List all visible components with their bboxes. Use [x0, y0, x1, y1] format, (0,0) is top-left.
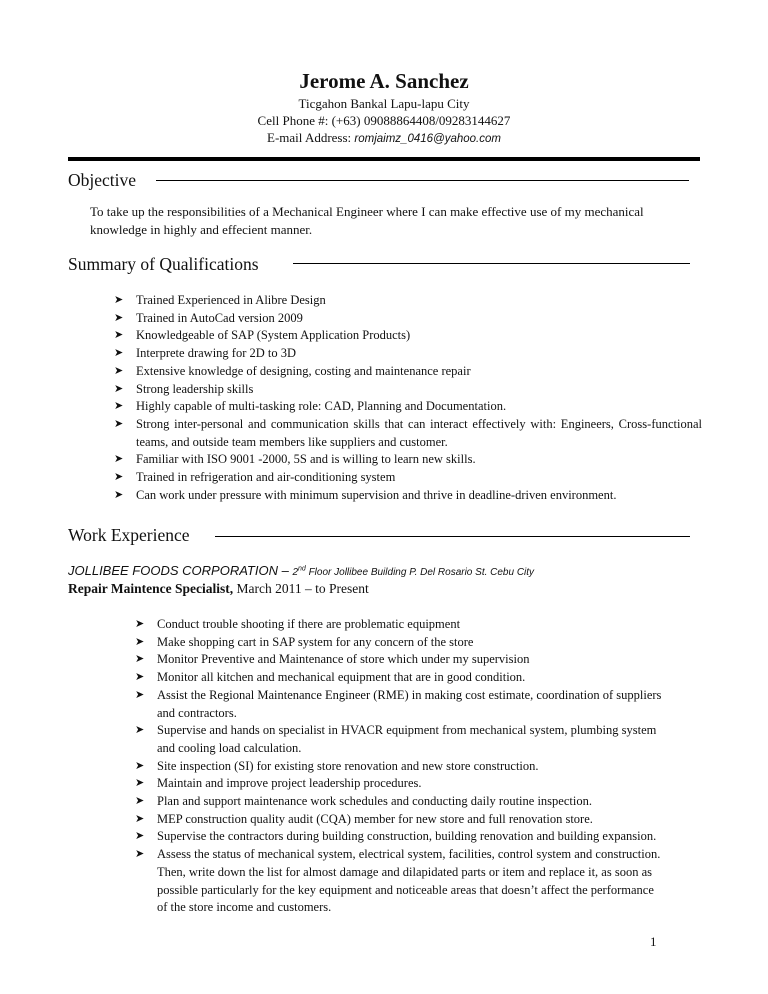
list-item: ➤ Monitor Preventive and Maintenance of store which under my supervision — [157, 651, 667, 669]
candidate-name: Jerome A. Sanchez — [299, 69, 469, 93]
list-item: ➤ Strong leadership skills — [136, 381, 702, 399]
role-line — [68, 581, 369, 597]
duties-list — [135, 616, 667, 917]
list-item: ➤ Highly capable of multi-tasking role: CAD, Planning and Documentation. — [136, 398, 702, 416]
arrow-bullet-icon: ➤ — [114, 453, 124, 466]
qualifications-list — [114, 292, 702, 504]
email-address: romjaimz_0416@yahoo.com — [354, 133, 501, 145]
arrow-bullet-icon: ➤ — [135, 812, 145, 825]
arrow-bullet-icon: ➤ — [135, 653, 145, 666]
list-item: ➤ Trained Experienced in Alibre Design — [136, 292, 702, 310]
company-address: 2nd Floor Jollibee Building P. Del Rosario St. Cebu City — [292, 565, 535, 578]
list-item: ➤ Strong inter-personal and communication skills that can interact effectively with: Engineers, Cross-functional teams, and outside team members like suppliers and customer. — [114, 416, 702, 449]
list-item: ➤ Can work under pressure with minimum supervision and thrive in deadline-driven environment. — [136, 487, 702, 505]
list-item: ➤ MEP construction quality audit (CQA) member for new store and full renovation store. — [157, 811, 667, 829]
email-label: E-mail Address: — [267, 130, 352, 145]
list-item: ➤ Knowledgeable of SAP (System Application Products) — [136, 327, 702, 345]
arrow-bullet-icon: ➤ — [135, 724, 145, 737]
list-item: ➤ Assess the status of mechanical system, electrical system, facilities, control system and construction. Then, write down the list for almost damage and dilapidated parts or item and replace it, as soon as possible particularly for the key equipment and noticeable areas that doesn’t affect the performance of the store income and customers. — [135, 847, 661, 915]
arrow-bullet-icon: ➤ — [114, 382, 124, 395]
list-item: ➤ Extensive knowledge of designing, costing and maintenance repair — [136, 363, 702, 381]
arrow-bullet-icon: ➤ — [114, 329, 124, 342]
list-item: ➤ Maintain and improve project leadership procedures. — [157, 775, 667, 793]
qualifications-rule — [293, 263, 690, 264]
list-item: ➤ Interprete drawing for 2D to 3D — [136, 345, 702, 363]
list-item: ➤ Supervise and hands on specialist in HVACR equipment from mechanical system, plumbing system and cooling load calculation. — [135, 723, 657, 755]
company-line — [68, 563, 534, 578]
email-line — [0, 130, 768, 147]
arrow-bullet-icon: ➤ — [114, 417, 124, 430]
work-rule — [215, 536, 690, 537]
arrow-bullet-icon: ➤ — [114, 347, 124, 360]
arrow-bullet-icon: ➤ — [135, 830, 145, 843]
list-item: ➤ Plan and support maintenance work schedules and conducting daily routine inspection. — [157, 793, 667, 811]
objective-heading: Objective — [68, 170, 137, 190]
list-item: ➤ Trained in refrigeration and air-conditioning system — [136, 469, 702, 487]
arrow-bullet-icon: ➤ — [135, 795, 145, 808]
list-item: ➤ Familiar with ISO 9001 -2000, 5S and is willing to learn new skills. — [136, 451, 702, 469]
arrow-bullet-icon: ➤ — [135, 618, 145, 630]
job-period: March 2011 – to Present — [236, 581, 369, 596]
objective-rule — [156, 180, 689, 181]
header-divider — [68, 157, 700, 161]
arrow-bullet-icon: ➤ — [114, 471, 124, 484]
arrow-bullet-icon: ➤ — [114, 400, 124, 413]
work-heading: Work Experience — [68, 525, 190, 545]
arrow-bullet-icon: ➤ — [114, 488, 124, 501]
objective-text: To take up the responsibilities of a Mechanical Engineer where I can make effective use of my mechanical knowledge in highly and effecient manner. — [90, 204, 644, 237]
arrow-bullet-icon: ➤ — [114, 311, 124, 324]
arrow-bullet-icon: ➤ — [135, 848, 145, 861]
arrow-bullet-icon: ➤ — [135, 759, 145, 772]
phone-line: Cell Phone #: (+63) 09088864408/09283144627 — [257, 113, 511, 128]
arrow-bullet-icon: ➤ — [135, 688, 145, 701]
arrow-bullet-icon: ➤ — [114, 294, 124, 306]
qualifications-heading: Summary of Qualifications — [68, 254, 259, 274]
list-item: ➤ Monitor all kitchen and mechanical equipment that are in good condition. — [157, 669, 667, 687]
arrow-bullet-icon: ➤ — [135, 777, 145, 790]
list-item: ➤ Conduct trouble shooting if there are problematic equipment — [157, 616, 667, 634]
arrow-bullet-icon: ➤ — [135, 671, 145, 684]
company-name: JOLLIBEE FOODS CORPORATION – — [68, 563, 289, 578]
list-item: ➤ Make shopping cart in SAP system for any concern of the store — [157, 634, 667, 652]
list-item: ➤ Site inspection (SI) for existing store renovation and new store construction. — [157, 758, 667, 776]
list-item: ➤ Assist the Regional Maintenance Engineer (RME) in making cost estimate, coordination of suppliers and contractors. — [135, 687, 662, 720]
arrow-bullet-icon: ➤ — [114, 364, 124, 377]
list-item: ➤ Supervise the contractors during building construction, building renovation and building expansion. — [157, 828, 667, 846]
list-item: ➤ Trained in AutoCad version 2009 — [136, 310, 702, 328]
arrow-bullet-icon: ➤ — [135, 635, 145, 648]
job-title: Repair Maintence Specialist, — [68, 581, 234, 596]
home-address: Ticgahon Bankal Lapu-lapu City — [298, 96, 470, 111]
page-number: 1 — [650, 934, 657, 949]
